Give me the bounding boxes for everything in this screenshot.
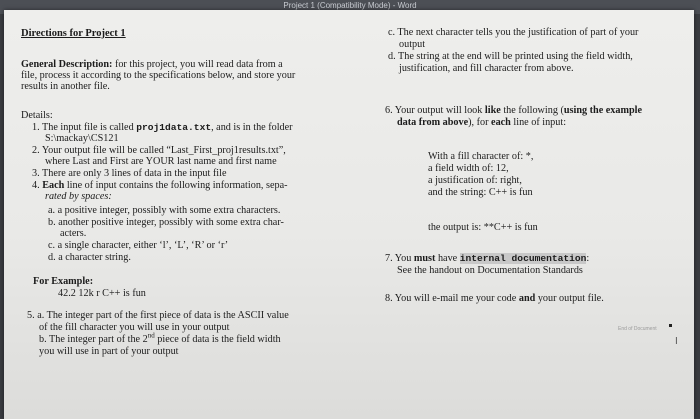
document-title: Directions for Project 1 xyxy=(21,28,126,39)
item-5-line-3: b. The integer part of the 2nd piece of data is the field width xyxy=(39,331,281,345)
item-6-line-2: data from above), for each line of input: xyxy=(397,117,567,128)
sub-item-a: a. a positive integer, possibly with some extra characters. xyxy=(48,205,281,216)
list-item-2: 2. Your output file will be called “Last_First_proj1results.txt”, xyxy=(32,145,286,156)
general-description-line-2: file, process it according to the specifications below, and store your xyxy=(21,70,296,81)
sub-item-b-continued: acters. xyxy=(60,228,87,239)
end-marker-square xyxy=(669,324,672,327)
item-5-line-2: of the fill character you will use in your output xyxy=(39,322,230,333)
sub-item-b: b. another positive integer, possibly with some extra char- xyxy=(48,217,284,228)
example-justification: a justification of: right, xyxy=(428,175,522,186)
item-d-line-2: justification, and fill character from above. xyxy=(399,63,574,74)
example-input-line: 42.2 12k r C++ is fun xyxy=(58,288,146,299)
item-c-line-1: c. The next character tells you the justification of part of your xyxy=(388,27,639,38)
example-string: and the string: C++ is fun xyxy=(428,187,533,198)
list-item-2-line-2: where Last and First are YOUR last name and first name xyxy=(45,156,277,167)
list-item-1: 1. The input file is called proj1data.txt, and is in the folder xyxy=(32,122,293,133)
item-5-line-4: you will use in part of your output xyxy=(39,346,179,357)
example-label: For Example: xyxy=(33,276,94,287)
item-d-line-1: d. The string at the end will be printed using the field width, xyxy=(388,51,633,62)
sub-item-c: c. a single character, either ‘l’, ‘L’, ‘R’ or ‘r’ xyxy=(48,240,229,251)
list-item-4: 4. Each line of input contains the following information, sepa- xyxy=(32,180,288,191)
general-description-line-3: results in another file. xyxy=(21,81,110,92)
item-7-line-1: 7. You must have internal documentation: xyxy=(385,253,590,264)
example-field-width: a field width of: 12, xyxy=(428,163,509,174)
general-description-label: General Description: xyxy=(21,59,113,70)
item-6-line-1: 6. Your output will look like the following (using the example xyxy=(385,105,642,116)
general-description-line-1: General Description: for this project, you will read data from a xyxy=(21,59,283,70)
text-cursor-icon: I xyxy=(675,336,678,347)
window-title: Project 1 (Compatibility Mode) - Word xyxy=(283,1,417,10)
highlighted-text: internal documentation xyxy=(459,253,587,264)
input-filename: proj1data.txt xyxy=(136,122,212,133)
sub-item-d: d. a character string. xyxy=(48,252,131,263)
item-8: 8. You will e-mail me your code and your output file. xyxy=(385,293,604,304)
example-output-line: the output is: **C++ is fun xyxy=(428,222,538,233)
list-item-3: 3. There are only 3 lines of data in the input file xyxy=(32,168,227,179)
list-item-4-line-2: rated by spaces: xyxy=(45,191,112,202)
details-label: Details: xyxy=(21,110,53,121)
item-7-line-2: See the handout on Documentation Standards xyxy=(397,265,583,276)
example-fill-char: With a fill character of: *, xyxy=(428,151,534,162)
end-of-document-marker: End of Document xyxy=(618,326,657,332)
document-page xyxy=(4,10,694,419)
item-c-line-2: output xyxy=(399,39,426,50)
list-item-1-path: S:\mackay\CS121 xyxy=(45,133,119,144)
item-5-line-1: 5. a. The integer part of the first piece of data is the ASCII value xyxy=(27,310,289,321)
